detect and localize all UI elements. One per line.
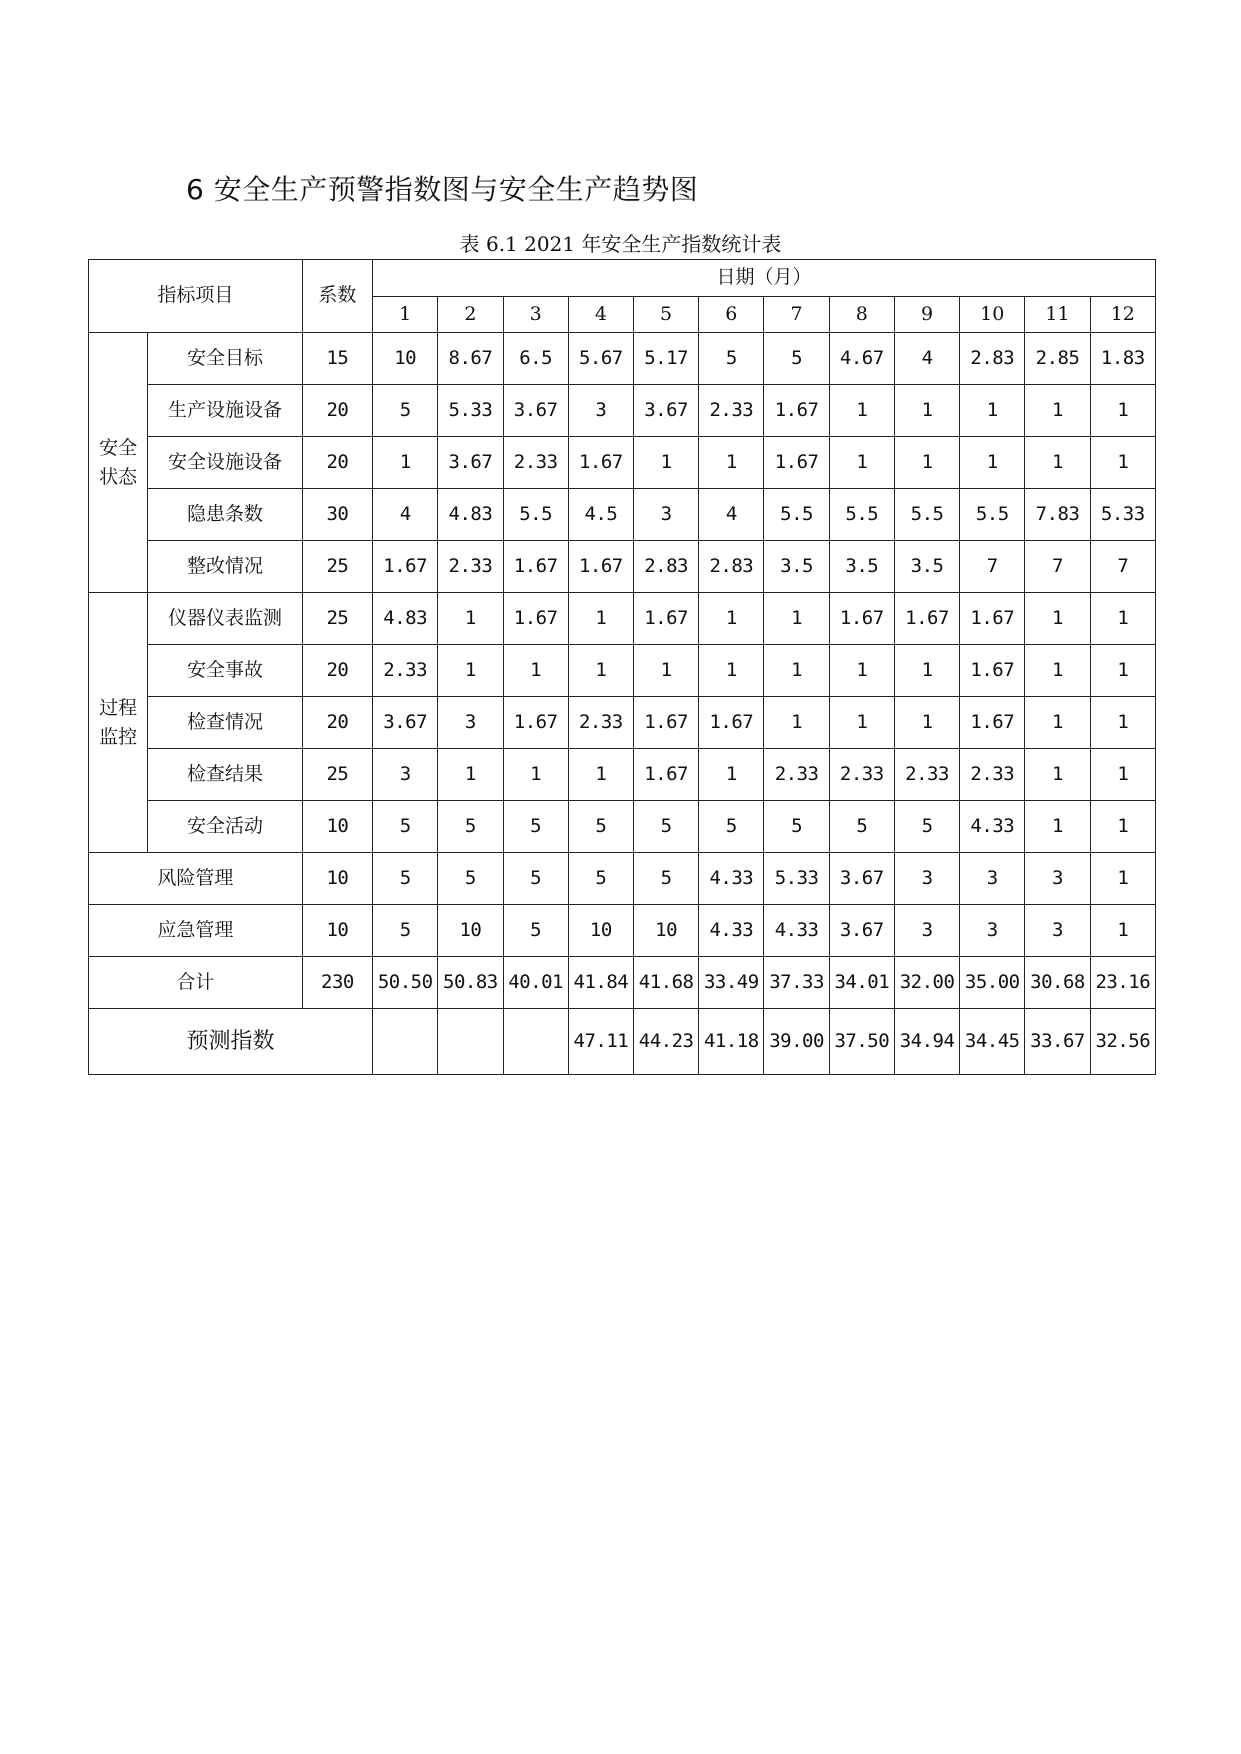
value-cell: 10 — [438, 905, 503, 957]
value-cell: 1.67 — [764, 385, 829, 437]
value-cell: 4.83 — [438, 489, 503, 541]
value-cell: 1 — [699, 593, 764, 645]
value-cell: 1 — [829, 645, 894, 697]
coefficient-cell: 20 — [302, 645, 372, 697]
coefficient-cell: 30 — [302, 489, 372, 541]
value-cell: 7.83 — [1025, 489, 1090, 541]
value-cell: 4 — [894, 333, 959, 385]
value-cell: 1 — [633, 645, 698, 697]
coefficient-cell: 10 — [302, 853, 372, 905]
table-row — [89, 697, 1156, 749]
value-cell: 5 — [699, 801, 764, 853]
section-title: 6 安全生产预警指数图与安全生产趋势图 — [186, 173, 699, 206]
value-cell: 1 — [1090, 801, 1155, 853]
value-cell: 3 — [960, 853, 1025, 905]
value-cell: 1.67 — [503, 541, 568, 593]
value-cell: 3 — [438, 697, 503, 749]
table-row — [89, 489, 1156, 541]
value-cell: 1 — [1090, 645, 1155, 697]
indicator-name: 检查情况 — [148, 697, 303, 749]
value-cell: 34.45 — [960, 1009, 1025, 1075]
value-cell: 50.50 — [373, 957, 438, 1009]
value-cell: 5 — [764, 801, 829, 853]
value-cell: 3.5 — [894, 541, 959, 593]
value-cell: 1 — [503, 645, 568, 697]
header-month: 12 — [1090, 297, 1155, 333]
value-cell: 5 — [373, 385, 438, 437]
value-cell: 1 — [568, 593, 633, 645]
value-cell: 4.83 — [373, 593, 438, 645]
table-caption: 表 6.1 2021 年安全生产指数统计表 — [459, 232, 782, 256]
value-cell: 4.33 — [960, 801, 1025, 853]
table-row — [89, 905, 1156, 957]
value-cell: 3.67 — [829, 905, 894, 957]
value-cell: 5 — [764, 333, 829, 385]
table-row — [89, 853, 1156, 905]
value-cell: 3.67 — [829, 853, 894, 905]
group-label: 安全 状态 — [89, 333, 148, 593]
value-cell: 1 — [1025, 749, 1090, 801]
value-cell: 1 — [699, 749, 764, 801]
header-month: 1 — [373, 297, 438, 333]
header-month: 7 — [764, 297, 829, 333]
table-row — [89, 801, 1156, 853]
indicator-name: 检查结果 — [148, 749, 303, 801]
header-month: 5 — [633, 297, 698, 333]
indicator-name: 隐患条数 — [148, 489, 303, 541]
indicator-name: 合计 — [89, 957, 303, 1009]
value-cell: 5.5 — [960, 489, 1025, 541]
value-cell: 2.83 — [699, 541, 764, 593]
value-cell: 5.33 — [764, 853, 829, 905]
value-cell: 1.67 — [633, 697, 698, 749]
value-cell: 2.33 — [829, 749, 894, 801]
indicator-name: 安全设施设备 — [148, 437, 303, 489]
value-cell: 23.16 — [1090, 957, 1155, 1009]
value-cell: 5.5 — [503, 489, 568, 541]
header-month: 8 — [829, 297, 894, 333]
value-cell: 5 — [438, 801, 503, 853]
value-cell: 4 — [699, 489, 764, 541]
value-cell: 1 — [829, 697, 894, 749]
value-cell: 4.67 — [829, 333, 894, 385]
value-cell: 1 — [1025, 697, 1090, 749]
value-cell: 44.23 — [633, 1009, 698, 1075]
value-cell: 1 — [829, 385, 894, 437]
value-cell: 1 — [894, 385, 959, 437]
value-cell: 1 — [1090, 853, 1155, 905]
header-month: 2 — [438, 297, 503, 333]
value-cell: 1.67 — [568, 437, 633, 489]
value-cell: 1.67 — [829, 593, 894, 645]
value-cell: 3 — [894, 905, 959, 957]
value-cell: 2.33 — [438, 541, 503, 593]
value-cell: 34.94 — [894, 1009, 959, 1075]
header-coefficient: 系数 — [302, 260, 372, 333]
header-date: 日期（月） — [373, 260, 1156, 297]
indicator-name: 仪器仪表监测 — [148, 593, 303, 645]
value-cell: 1 — [1090, 437, 1155, 489]
value-cell: 5 — [633, 853, 698, 905]
value-cell: 1 — [438, 749, 503, 801]
value-cell: 3.5 — [829, 541, 894, 593]
value-cell: 1.67 — [568, 541, 633, 593]
value-cell — [373, 1009, 438, 1075]
coefficient-cell: 15 — [302, 333, 372, 385]
value-cell: 1 — [438, 645, 503, 697]
value-cell: 3.67 — [503, 385, 568, 437]
header-month: 10 — [960, 297, 1025, 333]
indicator-name: 生产设施设备 — [148, 385, 303, 437]
value-cell: 1 — [1025, 385, 1090, 437]
value-cell: 39.00 — [764, 1009, 829, 1075]
table-row — [89, 593, 1156, 645]
value-cell: 2.33 — [503, 437, 568, 489]
value-cell: 1 — [1025, 645, 1090, 697]
header-row-top — [89, 260, 1156, 297]
value-cell: 2.33 — [764, 749, 829, 801]
value-cell: 7 — [960, 541, 1025, 593]
header-month: 3 — [503, 297, 568, 333]
value-cell: 3 — [960, 905, 1025, 957]
value-cell: 8.67 — [438, 333, 503, 385]
value-cell: 1 — [960, 385, 1025, 437]
value-cell: 3 — [1025, 905, 1090, 957]
value-cell: 2.83 — [960, 333, 1025, 385]
value-cell: 1 — [438, 593, 503, 645]
indicator-name: 安全活动 — [148, 801, 303, 853]
indicator-name: 安全事故 — [148, 645, 303, 697]
coefficient-cell: 20 — [302, 385, 372, 437]
value-cell: 1.67 — [373, 541, 438, 593]
header-month: 4 — [568, 297, 633, 333]
value-cell: 5 — [568, 853, 633, 905]
value-cell: 1 — [764, 593, 829, 645]
value-cell: 5 — [699, 333, 764, 385]
value-cell: 5 — [503, 801, 568, 853]
value-cell: 2.33 — [568, 697, 633, 749]
coefficient-cell: 10 — [302, 905, 372, 957]
table-row — [89, 333, 1156, 385]
value-cell: 2.85 — [1025, 333, 1090, 385]
value-cell: 33.49 — [699, 957, 764, 1009]
header-indicator: 指标项目 — [89, 260, 303, 333]
value-cell: 1 — [1025, 593, 1090, 645]
coefficient-cell: 230 — [302, 957, 372, 1009]
value-cell: 41.84 — [568, 957, 633, 1009]
value-cell: 3.67 — [373, 697, 438, 749]
value-cell: 32.00 — [894, 957, 959, 1009]
value-cell: 5 — [503, 905, 568, 957]
value-cell: 2.33 — [960, 749, 1025, 801]
value-cell: 5.5 — [764, 489, 829, 541]
value-cell: 1 — [373, 437, 438, 489]
value-cell: 1.67 — [503, 593, 568, 645]
value-cell: 4 — [373, 489, 438, 541]
value-cell: 1 — [960, 437, 1025, 489]
table-row — [89, 749, 1156, 801]
value-cell: 5.33 — [438, 385, 503, 437]
value-cell: 5 — [438, 853, 503, 905]
value-cell: 2.33 — [699, 385, 764, 437]
value-cell: 50.83 — [438, 957, 503, 1009]
value-cell: 34.01 — [829, 957, 894, 1009]
value-cell: 1.67 — [894, 593, 959, 645]
table-row — [89, 385, 1156, 437]
table-row — [89, 541, 1156, 593]
value-cell: 3 — [633, 489, 698, 541]
value-cell: 30.68 — [1025, 957, 1090, 1009]
value-cell: 1 — [764, 697, 829, 749]
value-cell: 1.67 — [699, 697, 764, 749]
table-row — [89, 957, 1156, 1009]
value-cell: 1 — [1090, 749, 1155, 801]
value-cell: 1.67 — [960, 645, 1025, 697]
value-cell: 1.83 — [1090, 333, 1155, 385]
coefficient-cell: 25 — [302, 593, 372, 645]
value-cell: 3.67 — [438, 437, 503, 489]
value-cell: 1 — [568, 749, 633, 801]
value-cell: 5 — [373, 801, 438, 853]
value-cell: 3 — [568, 385, 633, 437]
coefficient-cell: 20 — [302, 697, 372, 749]
indicator-name: 安全目标 — [148, 333, 303, 385]
value-cell: 7 — [1025, 541, 1090, 593]
value-cell: 41.18 — [699, 1009, 764, 1075]
value-cell: 2.83 — [633, 541, 698, 593]
value-cell: 5.17 — [633, 333, 698, 385]
value-cell: 3.67 — [633, 385, 698, 437]
value-cell: 5 — [373, 905, 438, 957]
value-cell: 1 — [1025, 801, 1090, 853]
value-cell: 7 — [1090, 541, 1155, 593]
forecast-label: 预测指数 — [89, 1009, 373, 1075]
table-row — [89, 437, 1156, 489]
value-cell — [503, 1009, 568, 1075]
value-cell: 37.33 — [764, 957, 829, 1009]
value-cell: 4.5 — [568, 489, 633, 541]
value-cell: 1 — [894, 645, 959, 697]
group-label: 过程 监控 — [89, 593, 148, 853]
value-cell: 1.67 — [503, 697, 568, 749]
header-month: 9 — [894, 297, 959, 333]
value-cell: 35.00 — [960, 957, 1025, 1009]
value-cell: 5 — [633, 801, 698, 853]
value-cell: 3 — [373, 749, 438, 801]
value-cell: 5.5 — [894, 489, 959, 541]
table-body — [89, 260, 1156, 1075]
indicator-name: 整改情况 — [148, 541, 303, 593]
value-cell: 1.67 — [960, 697, 1025, 749]
coefficient-cell: 20 — [302, 437, 372, 489]
value-cell: 3.5 — [764, 541, 829, 593]
value-cell: 5 — [829, 801, 894, 853]
value-cell: 5 — [373, 853, 438, 905]
indicator-name: 应急管理 — [89, 905, 303, 957]
forecast-row — [89, 1009, 1156, 1075]
header-month: 6 — [699, 297, 764, 333]
value-cell: 4.33 — [764, 905, 829, 957]
value-cell: 1 — [894, 697, 959, 749]
value-cell: 1 — [1090, 905, 1155, 957]
value-cell: 1 — [1025, 437, 1090, 489]
value-cell: 4.33 — [699, 853, 764, 905]
value-cell: 1 — [568, 645, 633, 697]
value-cell: 41.68 — [633, 957, 698, 1009]
value-cell: 5 — [503, 853, 568, 905]
value-cell: 4.33 — [699, 905, 764, 957]
value-cell: 1 — [1090, 697, 1155, 749]
value-cell: 1 — [829, 437, 894, 489]
value-cell: 1 — [764, 645, 829, 697]
value-cell: 5 — [894, 801, 959, 853]
value-cell: 32.56 — [1090, 1009, 1155, 1075]
value-cell: 5.5 — [829, 489, 894, 541]
value-cell: 1 — [503, 749, 568, 801]
value-cell: 2.33 — [373, 645, 438, 697]
value-cell: 47.11 — [568, 1009, 633, 1075]
value-cell: 1.67 — [764, 437, 829, 489]
value-cell: 1 — [894, 437, 959, 489]
safety-index-table — [88, 259, 1156, 1075]
value-cell: 3 — [1025, 853, 1090, 905]
coefficient-cell: 10 — [302, 801, 372, 853]
value-cell: 1 — [1090, 593, 1155, 645]
value-cell: 10 — [373, 333, 438, 385]
coefficient-cell: 25 — [302, 541, 372, 593]
value-cell: 1.67 — [960, 593, 1025, 645]
value-cell: 1.67 — [633, 749, 698, 801]
value-cell: 5 — [568, 801, 633, 853]
value-cell: 1.67 — [633, 593, 698, 645]
value-cell: 40.01 — [503, 957, 568, 1009]
indicator-name: 风险管理 — [89, 853, 303, 905]
value-cell: 10 — [568, 905, 633, 957]
value-cell: 5.67 — [568, 333, 633, 385]
value-cell: 1 — [1090, 385, 1155, 437]
value-cell: 2.33 — [894, 749, 959, 801]
value-cell: 37.50 — [829, 1009, 894, 1075]
coefficient-cell: 25 — [302, 749, 372, 801]
value-cell: 6.5 — [503, 333, 568, 385]
value-cell: 1 — [633, 437, 698, 489]
value-cell: 5.33 — [1090, 489, 1155, 541]
header-month: 11 — [1025, 297, 1090, 333]
value-cell: 3 — [894, 853, 959, 905]
value-cell: 1 — [699, 645, 764, 697]
value-cell — [438, 1009, 503, 1075]
value-cell: 33.67 — [1025, 1009, 1090, 1075]
table-row — [89, 645, 1156, 697]
value-cell: 10 — [633, 905, 698, 957]
value-cell: 1 — [699, 437, 764, 489]
